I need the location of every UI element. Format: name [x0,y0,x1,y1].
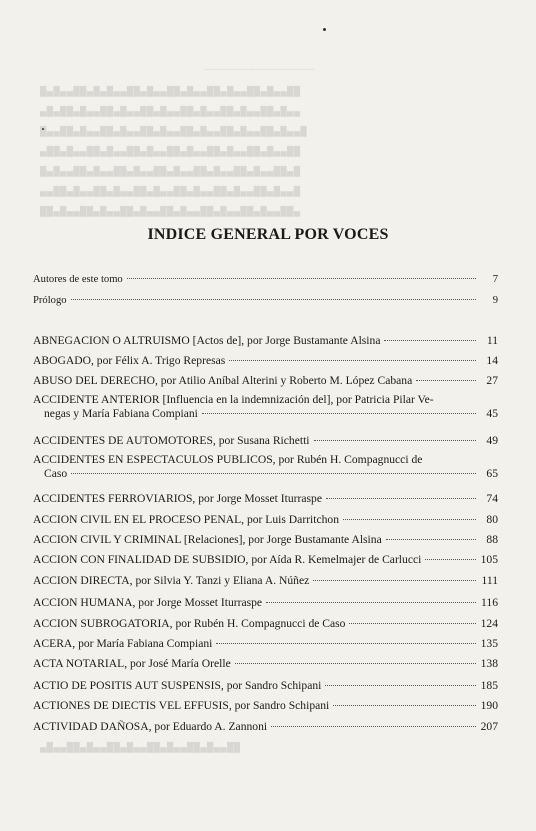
toc-entry [33,453,498,480]
toc-entry-text: ACCION CON FINALIDAD DE SUBSIDIO, por Aída R. Kemelmajer de Carlucci [33,553,422,566]
toc-entry [33,354,498,368]
toc-entry-continuation: negas y María Fabiana Compiani [44,406,198,420]
toc-entry-text: ACTIVIDAD DAÑOSA, por Eduardo A. Zannoni [33,720,268,733]
dot-leader [266,602,476,603]
toc-entry-text: ACCION SUBROGATORIA, por Rubén H. Compagnucci de Caso [33,617,346,630]
dot-leader [349,623,476,624]
dot-leader [386,539,476,540]
dot-leader [271,726,476,727]
toc-page-number: 207 [480,720,498,733]
dot-leader [343,519,476,520]
toc-entry-text: ACCIDENTE ANTERIOR [Influencia en la indemnización del], por Patricia Pilar Ve- [33,393,434,406]
toc-entry-text: ACCIDENTES DE AUTOMOTORES, por Susana Richetti [33,434,310,447]
dot-leader [416,380,476,381]
toc-page-number: 49 [486,434,498,447]
dot-leader [384,340,476,341]
toc-entry-text: ABNEGACION O ALTRUISMO [Actos de], por Jorge Bustamante Alsina [33,334,381,347]
toc-entry [33,637,498,651]
toc-page-number: 116 [481,596,498,609]
toc-entry-text: ACCIDENTES EN ESPECTACULOS PUBLICOS, por Rubén H. Compagnucci de [33,453,423,466]
ink-speck [42,128,44,130]
toc-entry [33,513,498,527]
toc-page-number: 138 [480,657,498,670]
toc-page-number: 11 [486,334,498,347]
toc-entry-text: ABUSO DEL DERECHO, por Atilio Aníbal Alterini y Roberto M. López Cabana [33,374,413,387]
toc-entry-text: ACTA NOTARIAL, por José María Orelle [33,657,231,670]
toc-page-number: 45 [486,406,498,420]
toc-entry-text: ACCIDENTES FERROVIARIOS, por Jorge Mosset Iturraspe [33,492,322,505]
dot-leader [202,413,476,414]
dot-leader [325,685,476,686]
toc-entry-text: Prólogo [33,295,67,306]
toc-entry-text: ACCION CIVIL EN EL PROCESO PENAL, por Luis Darritchon [33,513,340,526]
toc-entry [33,596,498,610]
dot-leader [314,440,476,441]
dot-leader [127,278,476,279]
dot-leader [313,580,476,581]
toc-entry-text: ACCION HUMANA, por Jorge Mosset Iturraspe [33,596,263,609]
toc-page-number: 27 [486,374,498,387]
toc-page-number: 135 [480,637,498,650]
toc-page-number: 124 [480,617,498,630]
toc-page-number: 185 [480,679,498,692]
toc-entry [33,533,498,547]
toc-page-number: 65 [486,466,498,480]
toc-entry [33,574,498,588]
dot-leader [71,299,476,300]
toc-entry [33,273,498,287]
dot-leader [229,360,476,361]
toc-page-number: 111 [481,574,498,587]
toc-page-number: 80 [486,513,498,526]
toc-entry-text: ABOGADO, por Félix A. Trigo Represas [33,354,226,367]
toc-page-number: 105 [480,553,498,566]
page-title: INDICE GENERAL POR VOCES [147,226,389,243]
dot-leader [333,705,476,706]
toc-entry [33,393,498,420]
dot-leader [216,643,476,644]
toc-page-number: 7 [492,274,498,285]
toc-entry-continuation: Caso [44,466,68,480]
toc-entry-text: ACERA, por María Fabiana Compiani [33,637,213,650]
dot-leader [71,473,476,474]
toc-entry [33,617,498,631]
toc-entry [33,492,498,506]
dot-leader [425,559,476,560]
toc-entry [33,657,498,671]
toc-entry [33,720,498,734]
ink-speck [323,28,326,31]
toc-entry-text: ACTIONES DE DIECTIS VEL EFFUSIS, por Sandro Schipani [33,699,330,712]
toc-entry [33,699,498,713]
toc-page-number: 190 [480,699,498,712]
dot-leader [235,663,476,664]
toc-entry-text: ACTIO DE POSITIS AUT SUSPENSIS, por Sandro Schipani [33,679,322,692]
toc-entry-text: ACCION CIVIL Y CRIMINAL [Relaciones], por Jorge Bustamante Alsina [33,533,382,546]
toc-page-number: 14 [486,354,498,367]
toc-entry [33,294,498,308]
reverse-page-bleed-through: ─────────────── █▄█▄▄██▄█▄█▄▄██▄█▄▄██▄█▄▄██▄█▄▄██▄█▄▄██ ▄█▄██▄█▄▄██▄█▄▄██▄█▄▄██▄█▄▄██▄█▄▄██▄█▄▄ █▄▄██▄█▄▄██▄█▄▄██▄█▄▄██▄█▄▄██▄█▄▄██▄█▄▄█ ▄██▄█▄▄██▄█▄▄██▄█▄▄██▄█▄▄██▄█▄▄██▄█▄▄██ █▄█▄▄██▄█▄▄██▄█▄▄██▄█▄▄██▄█▄▄██▄█▄▄██▄█ ▄▄██▄█▄▄██▄█▄▄██▄█▄▄██▄█▄▄██▄█▄▄██▄█▄▄█ ██▄█▄▄██▄█▄▄██▄█▄▄██▄█▄▄██▄█▄▄██▄█▄▄██▄ ▄█▄▄██▄█▄▄██▄█▄▄██▄█▄▄██▄█▄▄██ [40,64,316,752]
dot-leader [326,498,476,499]
toc-page-number: 74 [486,492,498,505]
toc-entry [33,334,498,348]
toc-entry [33,553,498,567]
toc-entry [33,434,498,448]
toc-entry-text: ACCION DIRECTA, por Silvia Y. Tanzi y Eliana A. Núñez [33,574,310,587]
toc-page-number: 88 [486,533,498,546]
toc-entry [33,374,498,388]
toc-page-number: 9 [492,295,498,306]
toc-entry-text: Autores de este tomo [33,274,123,285]
toc-entry [33,679,498,693]
